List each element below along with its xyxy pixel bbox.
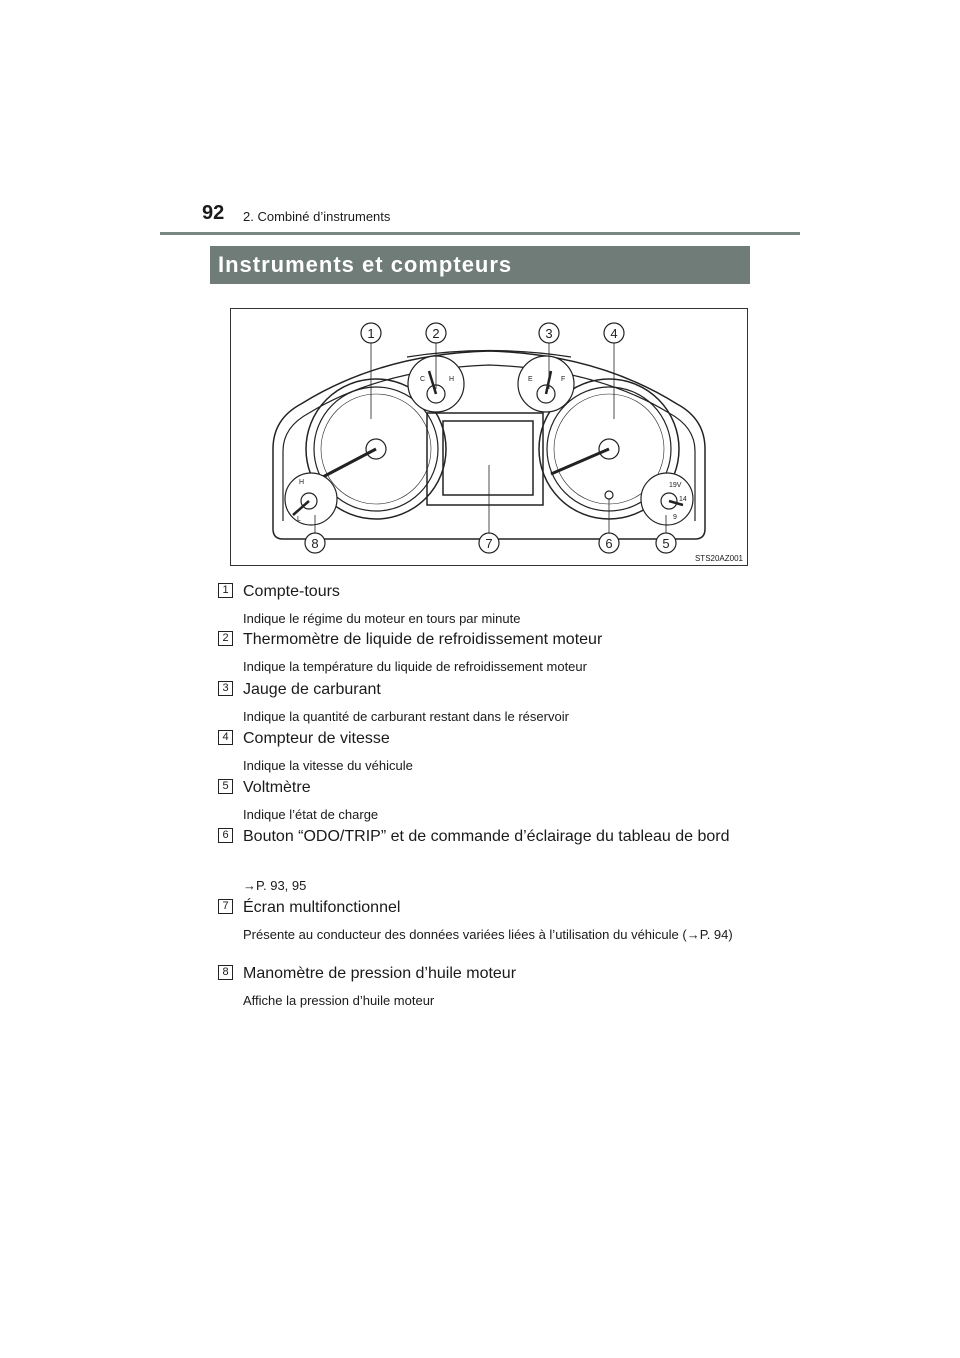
item-description: Indique l’état de charge xyxy=(243,807,379,822)
volt-gauge-14-label: 14 xyxy=(679,496,687,503)
item-title: Thermomètre de liquide de refroidissement moteur xyxy=(243,631,603,648)
fuel-gauge-e-label: E xyxy=(528,376,533,383)
page-number: 92 xyxy=(202,202,225,224)
item-number: 5 xyxy=(218,779,233,794)
callout-2 xyxy=(426,323,446,343)
callout-1 xyxy=(361,323,381,343)
item-description: Indique la vitesse du véhicule xyxy=(243,758,413,773)
svg-text:4: 4 xyxy=(610,326,618,341)
item-title: Écran multifonctionnel xyxy=(243,899,401,916)
item-title: Jauge de carburant xyxy=(243,681,381,698)
item-description: Indique le régime du moteur en tours par minute xyxy=(243,611,521,626)
callout-7 xyxy=(479,533,499,553)
item-title: Compte-tours xyxy=(243,583,340,600)
callout-3 xyxy=(539,323,559,343)
item-description: Présente au conducteur des données variées liées à l’utilisation du véhicule (→P. 94) xyxy=(243,927,733,942)
instrument-cluster-figure xyxy=(230,308,748,566)
item-title: Bouton “ODO/TRIP” et de commande d’éclairage du tableau de bord xyxy=(243,828,730,845)
volt-gauge-9-label: 9 xyxy=(673,514,677,521)
fuel-gauge-f-label: F xyxy=(561,376,566,383)
svg-text:8: 8 xyxy=(311,536,319,551)
item-title: Manomètre de pression d’huile moteur xyxy=(243,965,517,982)
item-description: Indique la température du liquide de refroidissement moteur xyxy=(243,659,587,674)
page-header xyxy=(160,200,800,234)
section-banner xyxy=(210,246,750,284)
item-number: 8 xyxy=(218,965,233,980)
svg-text:6: 6 xyxy=(605,536,613,551)
chapter-title: 2. Combiné d’instruments xyxy=(243,209,391,224)
item-title: Voltmètre xyxy=(243,779,311,796)
temp-gauge-c-label: C xyxy=(420,376,426,383)
svg-text:7: 7 xyxy=(485,536,493,551)
item-number: 6 xyxy=(218,828,233,843)
section-title: Instruments et compteurs xyxy=(218,252,513,277)
item-number: 1 xyxy=(218,583,233,598)
svg-text:3: 3 xyxy=(545,326,553,341)
item-title: Compteur de vitesse xyxy=(243,730,390,747)
figure-code: STS20AZ001 xyxy=(694,554,743,563)
callout-8 xyxy=(305,533,325,553)
item-description: Affiche la pression d’huile moteur xyxy=(243,993,435,1008)
svg-text:1: 1 xyxy=(367,326,375,341)
item-number: 7 xyxy=(218,899,233,914)
callout-6 xyxy=(599,533,619,553)
temp-gauge-h-label: H xyxy=(449,376,455,383)
item-number: 4 xyxy=(218,730,233,745)
item-description: Indique la quantité de carburant restant dans le réservoir xyxy=(243,709,569,724)
instrument-cluster-illustration xyxy=(231,309,747,565)
header-rule xyxy=(160,232,800,235)
item-number: 2 xyxy=(218,631,233,646)
oil-gauge-h-label: H xyxy=(299,479,305,486)
svg-text:5: 5 xyxy=(662,536,670,551)
volt-gauge-19v-label: 19V xyxy=(669,482,682,489)
item-number: 3 xyxy=(218,681,233,696)
callout-4 xyxy=(604,323,624,343)
item-description: →P. 93, 95 xyxy=(243,878,307,893)
callout-5 xyxy=(656,533,676,553)
svg-text:2: 2 xyxy=(432,326,440,341)
oil-gauge-l-label: L xyxy=(297,516,301,523)
